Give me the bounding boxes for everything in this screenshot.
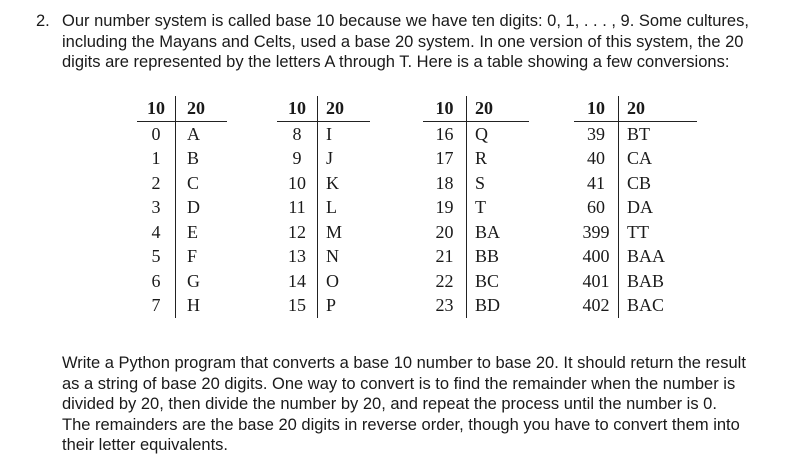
table-row: [277, 146, 370, 171]
table-row: [574, 220, 697, 245]
base20-cell: BAA: [627, 246, 666, 266]
base10-cell: 399: [574, 220, 619, 245]
base10-cell: 21: [423, 244, 467, 269]
base10-cell: 13: [277, 244, 318, 269]
intro-line: digits are represented by the letters A through T. Here is a table showing a few conversions:: [62, 53, 730, 71]
table-row: [137, 220, 227, 245]
base20-cell: J: [326, 148, 334, 168]
instruction-line: divided by 20, then divide the number by 20, and repeat the process until the number is 0.: [62, 395, 717, 414]
base20-cell: DA: [627, 197, 653, 217]
table-row: [423, 171, 529, 196]
table-header-row: [277, 96, 370, 121]
base10-cell: 39: [574, 121, 619, 146]
base20-cell: R: [475, 148, 488, 168]
table-row: [277, 244, 370, 269]
base20-cell: B: [187, 148, 200, 168]
intro-line: including the Mayans and Celts, used a base 20 system. In one version of this system, the 20: [62, 32, 744, 51]
table-row: [574, 269, 697, 294]
instruction-line: their letter equivalents.: [62, 436, 229, 455]
base20-cell: A: [187, 123, 200, 144]
table-row: [423, 293, 529, 318]
base20-cell: BAC: [627, 295, 665, 315]
table-row: [137, 171, 227, 196]
base10-cell: 16: [423, 121, 467, 146]
table-row: [277, 293, 370, 318]
base20-cell: CA: [627, 148, 653, 168]
base20-cell: D: [187, 197, 200, 217]
conversion-table-4: [574, 96, 697, 318]
base20-cell: S: [475, 172, 486, 193]
table-row: [574, 171, 697, 196]
table-row: [277, 269, 370, 294]
table-row: [574, 244, 697, 269]
table-row: [574, 121, 697, 146]
base10-cell: 6: [137, 269, 176, 294]
header-base20: 20: [467, 96, 530, 121]
base20-cell: H: [187, 295, 200, 315]
table-row: [423, 121, 529, 146]
header-base10: 10: [574, 96, 619, 121]
base20-cell: C: [187, 172, 200, 193]
instruction-line: as a string of base 20 digits. One way to convert is to find the remainder when the number is: [62, 374, 736, 393]
base10-cell: 4: [137, 220, 176, 245]
base10-cell: 23: [423, 293, 467, 318]
instruction-line: Write a Python program that converts a base 10 number to base 20. It should return the result: [62, 354, 746, 372]
instruction-line: The remainders are the base 20 digits in reverse order, though you have to convert them into: [62, 415, 740, 434]
problem-intro: [62, 11, 782, 73]
base10-cell: 402: [574, 293, 619, 318]
conversion-table-1: [137, 96, 227, 318]
base10-cell: 400: [574, 244, 619, 269]
table-row: [277, 220, 370, 245]
base10-cell: 7: [137, 293, 176, 318]
base10-cell: 60: [574, 195, 619, 220]
base20-cell: Q: [475, 123, 488, 144]
base20-cell: BAB: [627, 270, 665, 291]
base10-cell: 2: [137, 171, 176, 196]
base20-cell: BA: [475, 221, 501, 242]
base20-cell: N: [326, 246, 339, 266]
base10-cell: 19: [423, 195, 467, 220]
base10-cell: 11: [277, 195, 318, 220]
base10-cell: 12: [277, 220, 318, 245]
table-row: [277, 195, 370, 220]
table-row: [137, 146, 227, 171]
base20-cell: M: [326, 221, 343, 242]
conversion-table-2: [277, 96, 370, 318]
intro-line: Our number system is called base 10 because we have ten digits: 0, 1, . . . , 9. Some cultures,: [62, 12, 749, 30]
table-row: [277, 171, 370, 196]
problem-number: 2.: [36, 12, 50, 30]
base10-cell: 3: [137, 195, 176, 220]
base10-cell: 10: [277, 171, 318, 196]
base20-cell: L: [326, 197, 337, 217]
base20-cell: G: [187, 270, 200, 291]
table-row: [277, 121, 370, 146]
base20-cell: I: [326, 123, 332, 144]
problem-instructions: [62, 353, 792, 456]
base10-cell: 20: [423, 220, 467, 245]
conversion-table-3: [423, 96, 529, 318]
base10-cell: 14: [277, 269, 318, 294]
table-row: [574, 146, 697, 171]
base20-cell: P: [326, 295, 337, 315]
base20-cell: K: [326, 172, 339, 193]
base10-cell: 22: [423, 269, 467, 294]
table-row: [137, 293, 227, 318]
base20-cell: T: [475, 197, 486, 217]
header-base10: 10: [137, 96, 176, 121]
header-base10: 10: [277, 96, 318, 121]
table-row: [137, 244, 227, 269]
base20-cell: F: [187, 246, 198, 266]
base20-cell: BC: [475, 270, 500, 291]
base20-cell: CB: [627, 172, 652, 193]
table-row: [423, 220, 529, 245]
base10-cell: 15: [277, 293, 318, 318]
table-row: [137, 121, 227, 146]
base10-cell: 41: [574, 171, 619, 196]
base10-cell: 18: [423, 171, 467, 196]
base10-cell: 40: [574, 146, 619, 171]
base10-cell: 0: [137, 121, 176, 146]
base20-cell: BB: [475, 246, 500, 266]
base10-cell: 5: [137, 244, 176, 269]
base20-cell: TT: [627, 221, 649, 242]
table-row: [137, 195, 227, 220]
base10-cell: 401: [574, 269, 619, 294]
base10-cell: 9: [277, 146, 318, 171]
table-header-row: [574, 96, 697, 121]
base20-cell: BD: [475, 295, 501, 315]
header-base20: 20: [619, 96, 698, 121]
table-row: [574, 195, 697, 220]
table-row: [423, 269, 529, 294]
header-base10: 10: [423, 96, 467, 121]
base20-cell: BT: [627, 123, 651, 144]
base20-cell: E: [187, 221, 198, 242]
table-row: [137, 269, 227, 294]
table-row: [423, 244, 529, 269]
header-base20: 20: [176, 96, 228, 121]
table-row: [423, 146, 529, 171]
base20-cell: O: [326, 270, 339, 291]
header-base20: 20: [318, 96, 371, 121]
table-row: [423, 195, 529, 220]
table-header-row: [423, 96, 529, 121]
base10-cell: 1: [137, 146, 176, 171]
base10-cell: 17: [423, 146, 467, 171]
base10-cell: 8: [277, 121, 318, 146]
table-header-row: [137, 96, 227, 121]
table-row: [574, 293, 697, 318]
